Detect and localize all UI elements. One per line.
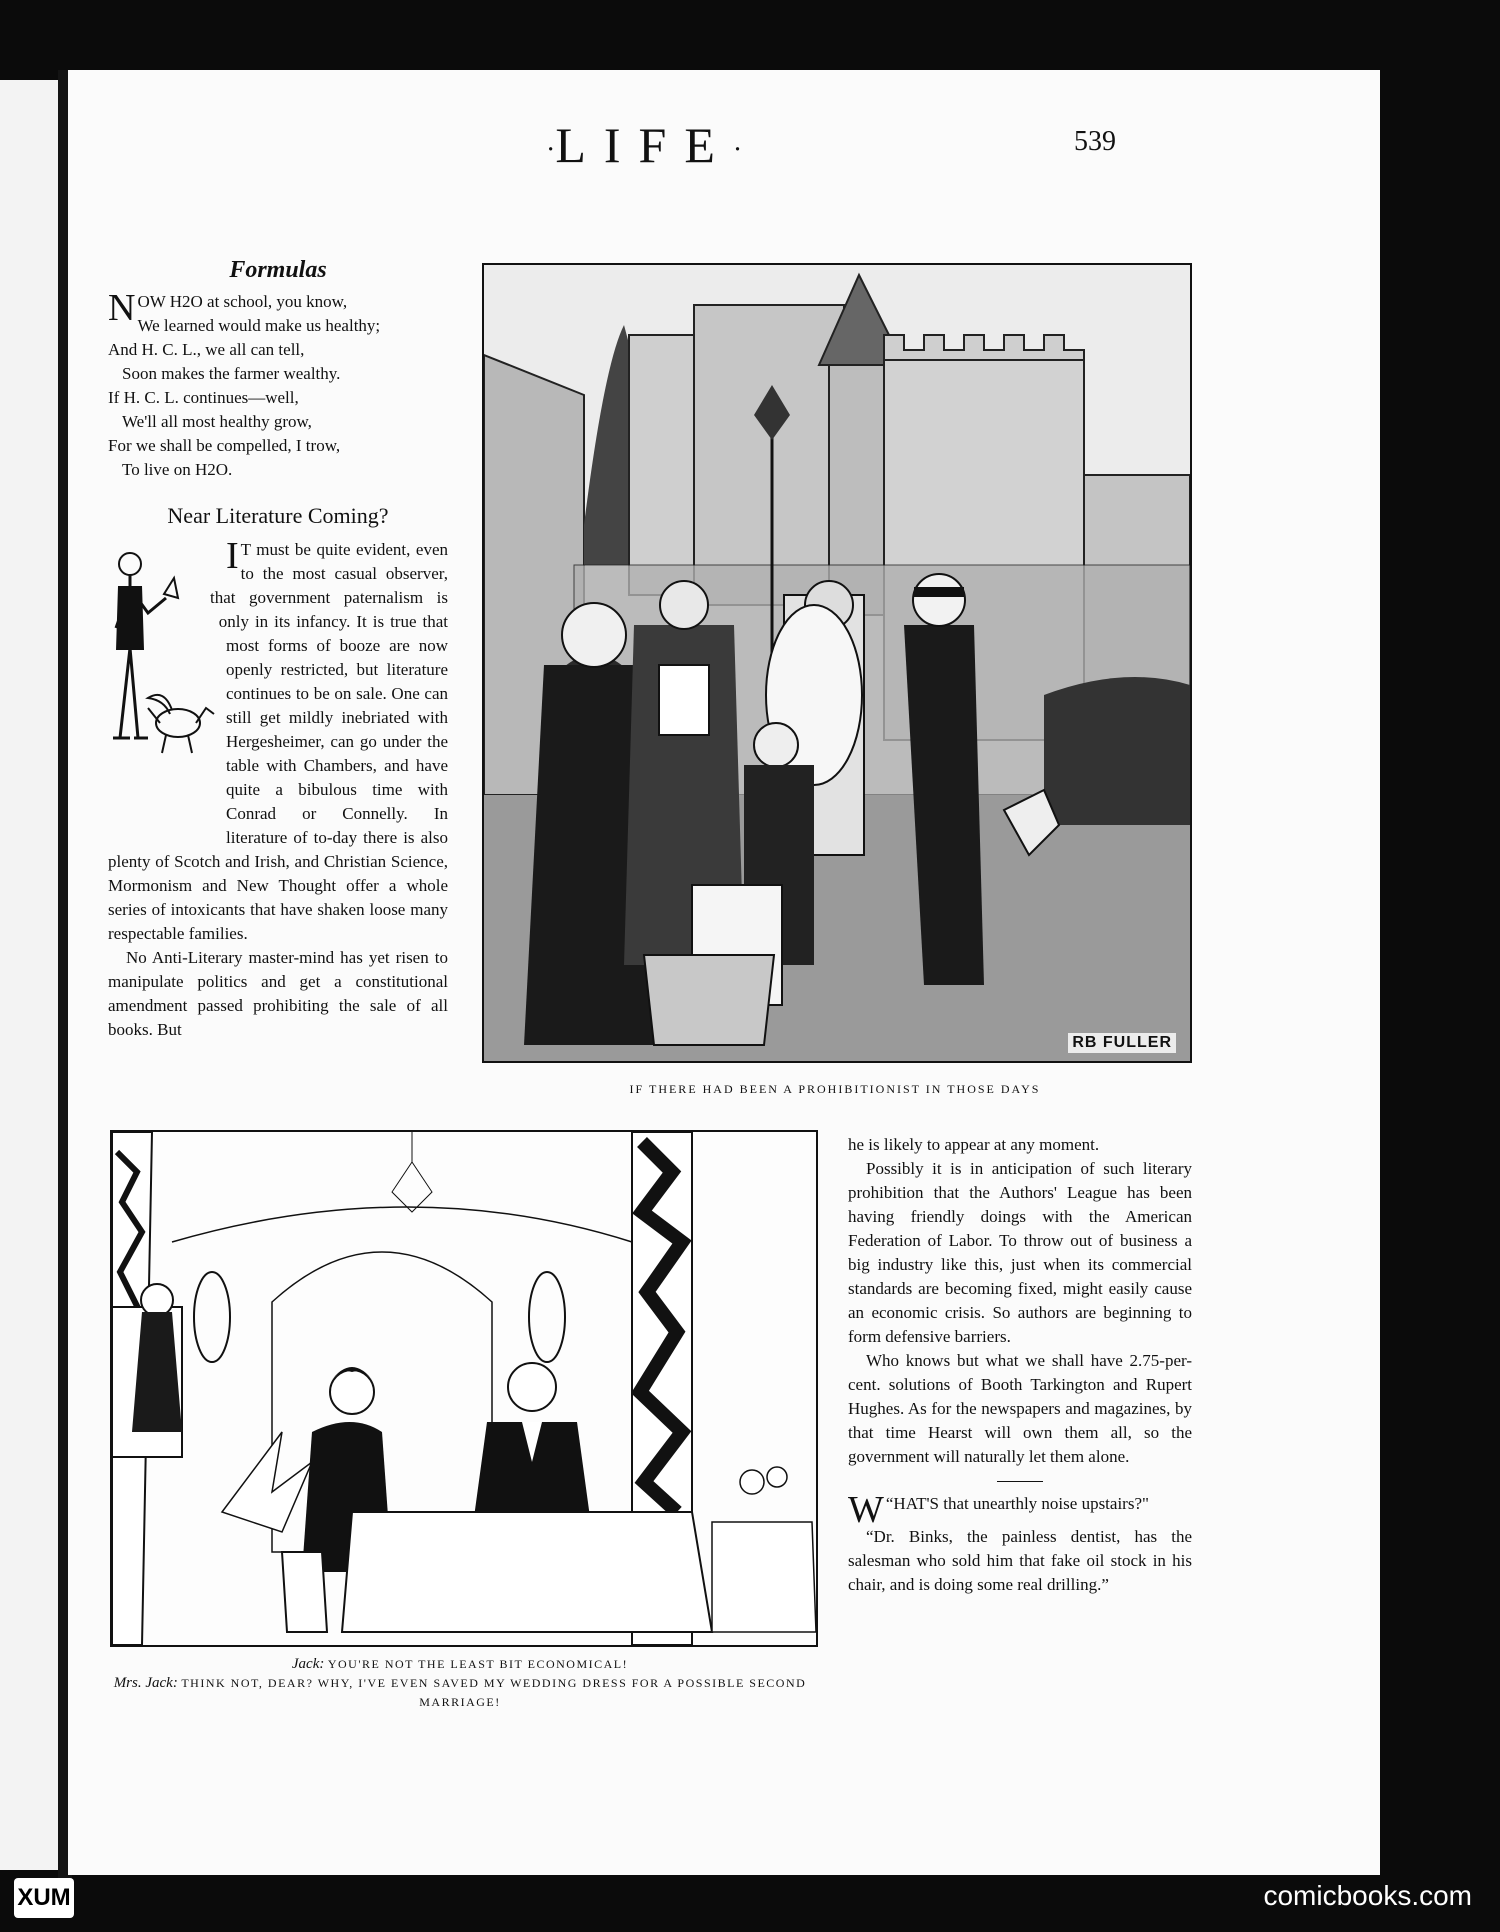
poem-formulas xyxy=(108,258,448,482)
caption-line-2 xyxy=(100,1674,820,1712)
masthead-dot-right: · xyxy=(732,134,743,166)
joke-question-text: HAT'S that unearthly noise upstairs?" xyxy=(893,1494,1149,1513)
page-number: 539 xyxy=(1074,126,1116,157)
poem-title: Formulas xyxy=(229,257,327,283)
essay-paragraph-2: No Anti-Literary master-mind has yet risen to manipulate politics and get a constitutional amendment passed prohibiting the sale of all books. But xyxy=(108,948,448,1039)
essay-paragraph-4: Who knows but what we shall have 2.75-per-cent. solutions of Booth Tarkington and Rupert Hughes. As for the newspapers and magazines, by that time Hearst will own them all, so the government will naturally let them alone. xyxy=(848,1351,1192,1466)
speaker-jack: Jack: xyxy=(291,1656,325,1672)
cartoon-caption xyxy=(100,1655,820,1712)
illustration-castle xyxy=(482,263,1192,1063)
illustration-signature: RB FULLER xyxy=(1068,1033,1176,1053)
illustration-restaurant xyxy=(110,1130,818,1647)
decoration-figures xyxy=(108,538,226,828)
site-watermark: comicbooks.com xyxy=(1263,1880,1472,1911)
masthead-title: LIFE xyxy=(555,117,733,173)
joke-question xyxy=(848,1489,1192,1531)
poem-line: For we shall be compelled, I trow, xyxy=(108,436,341,455)
masthead-dot-left: · xyxy=(546,134,556,166)
joke-open-quote: “ xyxy=(885,1494,894,1513)
joke-answer: “Dr. Binks, the painless dentist, has the salesman who sold him that fake oil stock in his chair, and is doing some real drilling.” xyxy=(848,1527,1192,1594)
mrs-jack-line: THINK NOT, DEAR? WHY, I'VE EVEN SAVED MY WEDDING DRESS FOR A POSSIBLE SECOND MARRIAGE! xyxy=(181,1676,807,1709)
essay-title: Near Literature Coming? xyxy=(167,503,389,528)
poem-first-line: OW H2O at school, you know, xyxy=(137,292,348,311)
gentleman-and-pegasus-icon xyxy=(108,538,226,828)
speaker-mrs-jack: Mrs. Jack: xyxy=(113,1675,178,1691)
left-column xyxy=(108,258,448,1042)
archive-stamp: XUM xyxy=(14,1878,74,1918)
poem-line: To live on H2O. xyxy=(122,460,233,479)
joke-dropcap: W xyxy=(848,1489,884,1531)
facing-page-edge xyxy=(0,80,58,1870)
poem-line: If H. C. L. continues—well, xyxy=(108,388,299,407)
essay-paragraph-3: Possibly it is in anticipation of such literary prohibition that the Authors' League has been having friendly doings with the American Federation of Labor. To throw out of business a big industry like this, just when its commercial standards are becoming fixed, might easily cause an economic crisis. So authors are beginning to form defensive barriers. xyxy=(848,1159,1192,1346)
jack-line: YOU'RE NOT THE LEAST BIT ECONOMICAL! xyxy=(327,1657,629,1671)
essay-continuation: he is likely to appear at any moment. xyxy=(848,1135,1100,1154)
essay-p1-text: T must be quite evident, even to the most casual observer, that government paternalism is only in its infancy. It is true that most forms of booze are now openly restricted, but literature continues to be on sale. One can still get mildly inebriated with Hergesheimer, can go under the table with Chambers, and have quite a bibulous time with Conrad or Connelly. In literature of to-day there is also plenty of Scotch and Irish, and Christian Science, Mormonism and New Thought offer a whole series of intoxicants that have shaken loose many respectable families. xyxy=(108,540,448,943)
essay-dropcap: I xyxy=(226,535,239,577)
divider-rule xyxy=(997,1481,1043,1482)
poem-dropcap: N xyxy=(108,287,136,329)
castle-scene-icon xyxy=(484,265,1190,1061)
poem-line: We learned would make us healthy; xyxy=(137,316,381,335)
poem-line: And H. C. L., we all can tell, xyxy=(108,340,305,359)
masthead xyxy=(546,116,742,174)
poem-line: We'll all most healthy grow, xyxy=(122,412,312,431)
poem-line: Soon makes the farmer wealthy. xyxy=(122,364,341,383)
restaurant-scene-icon xyxy=(112,1132,816,1645)
caption-line-1 xyxy=(100,1655,820,1674)
right-column xyxy=(848,1133,1192,1597)
illustration-caption: IF THERE HAD BEEN A PROHIBITIONIST IN THOSE DAYS xyxy=(629,1082,1041,1096)
